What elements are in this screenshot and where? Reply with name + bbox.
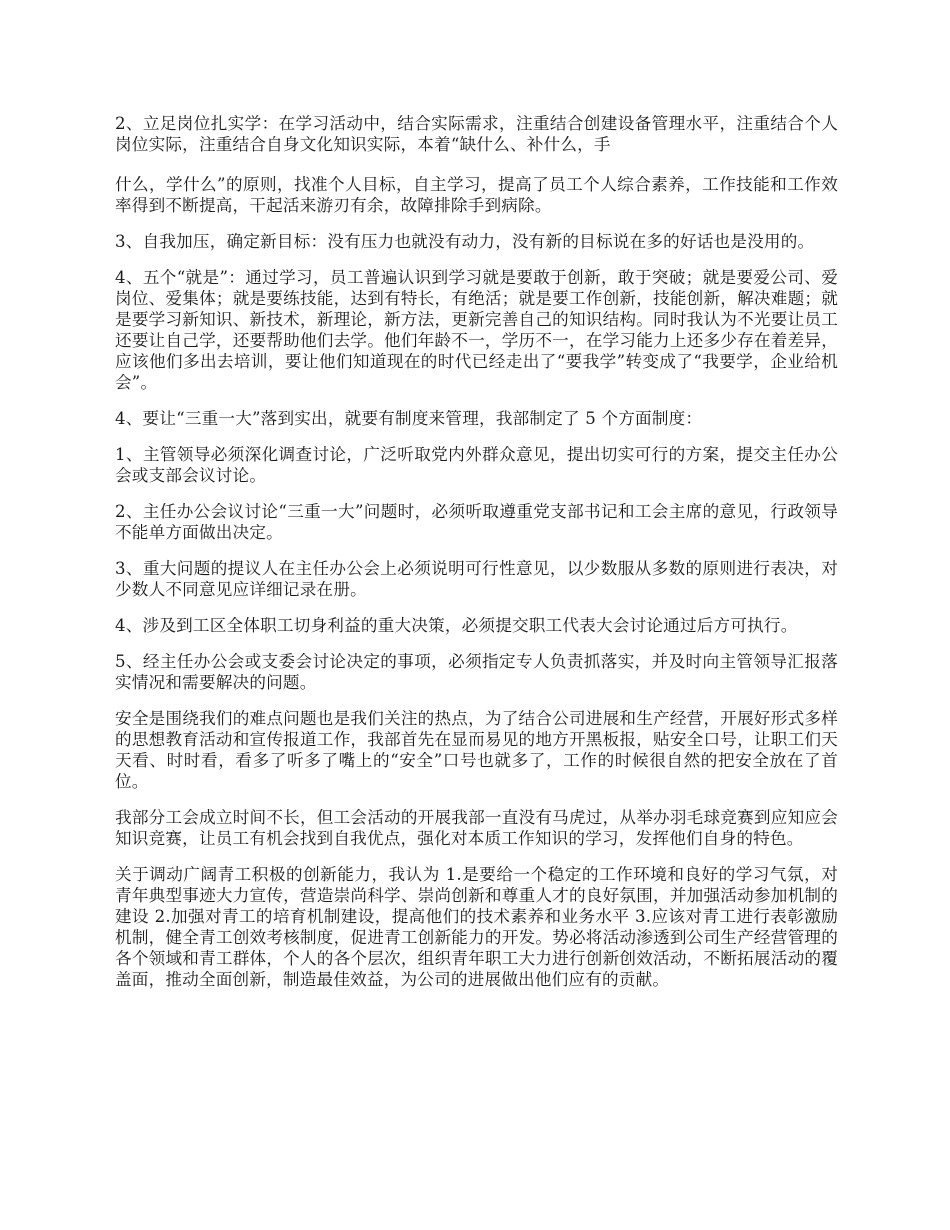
paragraph-10: 5、经主任办公会或支委会讨论决定的事项，必须指定专人负责抓落实，并及时向主管领导汇报落实情况和需要解决的问题。: [115, 652, 838, 692]
paragraph-7: 2、主任办公会议讨论“三重一大”问题时，必须听取遵重党支部书记和工会主席的意见，行政领导不能单方面做出决定。: [115, 502, 838, 542]
document-body: [115, 113, 838, 1005]
paragraph-2: 什么，学什么”的原则，找准个人目标，自主学习，提高了员工个人综合素养，工作技能和工作效率得到不断提高，干起活来游刃有余，故障排除手到病除。: [115, 175, 838, 215]
paragraph-6: 1、主管领导必须深化调查讨论，广泛听取党内外群众意见，提出切实可行的方案，提交主任办公会或支部会议讨论。: [115, 445, 838, 485]
paragraph-1: 2、立足岗位扎实学：在学习活动中，结合实际需求，注重结合创建设备管理水平，注重结合个人岗位实际，注重结合自身文化知识实际，本着“缺什么、补什么，手: [115, 114, 838, 154]
paragraph-9: 4、涉及到工区全体职工切身利益的重大决策，必须提交职工代表大会讨论通过后方可执行。: [115, 616, 798, 635]
paragraph-3: 3、自我加压，确定新目标：没有压力也就没有动力，没有新的目标说在多的好话也是没用的。: [115, 232, 815, 251]
paragraph-8: 3、重大问题的提议人在主任办公会上必须说明可行性意见，以少数服从多数的原则进行表决，对少数人不同意见应详细记录在册。: [115, 559, 838, 599]
paragraph-4: 4、五个“就是”：通过学习，员工普遍认识到学习就是要敢于创新，敢于突破；就是要爱公司、爱岗位、爱集体；就是要练技能，达到有特长，有绝活；就是要工作创新，技能创新，解决难题；就是要学习新知识、新技术，新理论，新方法，更新完善自己的知识结构。同时我认为不光要让员工还要让自己学，还要帮助他们去学。他们年龄不一，学历不一，在学习能力上还多少存在着差异，应该他们多出去培训，要让他们知道现在的时代已经走出了“要我学”转变成了“我要学，企业给机会”。: [115, 268, 838, 392]
paragraph-11: 安全是围绕我们的难点问题也是我们关注的热点，为了结合公司进展和生产经营，开展好形式多样的思想教育活动和宣传报道工作，我部首先在显而易见的地方开黑板报，贴安全口号，让职工们天天看、时时看，看多了听多了嘴上的“安全”口号也就多了，工作的时候很自然的把安全放在了首位。: [115, 709, 838, 791]
paragraph-5: 4、要让“三重一大”落到实出，就要有制度来管理，我部制定了 5 个方面制度：: [115, 409, 703, 428]
paragraph-13: 关于调动广阔青工积极的创新能力，我认为 1.是要给一个稳定的工作环境和良好的学习气氛，对青年典型事迹大力宣传，营造崇尚科学、崇尚创新和尊重人才的良好氛围，并加强活动参加机制的建设 2.加强对青工的培育机制建设，提高他们的技术素养和业务水平 3.应该对青工进行表彰激励机制，健全青工创效考核制度，促进青工创新能力的开发。势必将活动渗透到公司生产经营管理的各个领域和青工群体，个人的各个层次，组织青年职工大力进行创新创效活动，不断拓展活动的覆盖面，推动全面创新，制造最佳效益，为公司的进展做出他们应有的贡献。: [115, 865, 838, 989]
paragraph-12: 我部分工会成立时间不长，但工会活动的开展我部一直没有马虎过，从举办羽毛球竞赛到应知应会知识竞赛，让员工有机会找到自我优点，强化对本质工作知识的学习，发挥他们自身的特色。: [115, 808, 838, 848]
